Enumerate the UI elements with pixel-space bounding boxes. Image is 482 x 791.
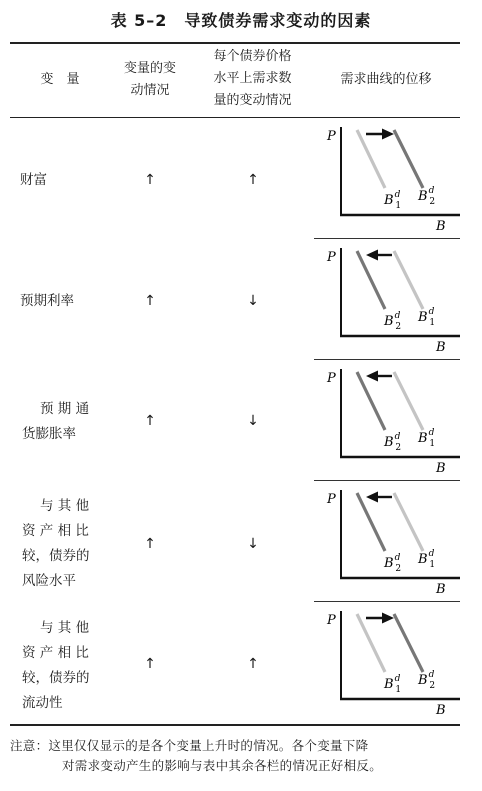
shift-arrow-left-icon [366, 371, 378, 382]
bottom-rule [10, 724, 460, 726]
shift-arrow-left-icon [366, 492, 378, 503]
table-title: 表 5–2 导致债券需求变动的因素 [110, 11, 372, 30]
shift-graph-2 [320, 239, 460, 361]
demand-curve-shifted [357, 372, 385, 430]
x-axis-label: B [436, 340, 446, 355]
shift-graph-3 [320, 360, 460, 482]
row-variable-4: 与 其 他 资 产 相 比 较，债券的 风险水平 [22, 498, 90, 589]
demand-curve-shifted [394, 130, 423, 188]
curve-label-b2d: $B^d$ 2 [418, 186, 436, 207]
shift-graph-svg [320, 360, 460, 478]
row-quantity-4: ↓ [247, 536, 259, 552]
y-axis-label: P [327, 250, 336, 265]
curve-label-b2d: $B^d$ 2 [384, 432, 402, 453]
header-quantity: 每个债券价格 水平上需求数 量的变动情况 [213, 49, 292, 108]
header-variable: 变 量 [40, 72, 80, 87]
row-change-1: ↑ [144, 172, 156, 188]
curve-label-b2d: $B^d$ 2 [418, 670, 436, 691]
shift-graph-1 [320, 118, 460, 240]
curve-label-b1d: $B^d$ 1 [418, 549, 436, 570]
curve-label-b1d: $B^d$ 1 [418, 307, 436, 328]
row-variable-2: 预期利率 [20, 293, 74, 309]
curve-label-b2d: $B^d$ 2 [384, 553, 402, 574]
row-change-4: ↑ [144, 536, 156, 552]
shift-arrow-right-icon [382, 129, 394, 140]
top-rule [10, 42, 460, 44]
row-change-2: ↑ [144, 293, 156, 309]
demand-curve-original [394, 372, 423, 430]
x-axis-label: B [436, 219, 446, 234]
y-axis-label: P [327, 371, 336, 386]
header-shift: 需求曲线的位移 [340, 72, 432, 87]
demand-curve-original [357, 614, 385, 672]
demand-curve-shifted [394, 614, 423, 672]
demand-curve-original [394, 251, 423, 309]
x-axis-label: B [436, 703, 446, 718]
row-variable-1: 财富 [20, 172, 47, 188]
curve-label-b1d: $B^d$ 1 [418, 428, 436, 449]
curve-label-b2d: $B^d$ 2 [384, 311, 402, 332]
header-change: 变量的变 动情况 [123, 61, 176, 98]
shift-graph-svg [320, 481, 460, 599]
row-quantity-3: ↓ [247, 413, 259, 429]
x-axis-label: B [436, 461, 446, 476]
demand-curve-original [394, 493, 423, 551]
table-note: 注意：这里仅仅显示的是各个变量上升时的情况。各个变量下降 对需求变动产生的影响与表中其余各栏的情况正好相反。 [10, 738, 383, 773]
row-change-3: ↑ [144, 413, 156, 429]
curve-label-b1d: $B^d$ 1 [384, 190, 402, 211]
shift-arrow-left-icon [366, 250, 378, 261]
row-quantity-2: ↓ [247, 293, 259, 309]
shift-graph-svg [320, 602, 460, 720]
shift-arrow-right-icon [382, 613, 394, 624]
y-axis-label: P [327, 492, 336, 507]
row-variable-5: 与 其 他 资 产 相 比 较，债券的 流动性 [22, 620, 90, 711]
shift-graph-5 [320, 602, 460, 724]
row-quantity-5: ↑ [247, 656, 259, 672]
shift-graph-svg [320, 118, 460, 236]
demand-curve-original [357, 130, 385, 188]
shift-graph-svg [320, 239, 460, 357]
row-quantity-1: ↑ [247, 172, 259, 188]
row-variable-3: 预 期 通 货膨胀率 [22, 401, 90, 442]
curve-label-b1d: $B^d$ 1 [384, 674, 402, 695]
demand-curve-shifted [357, 493, 385, 551]
y-axis-label: P [327, 613, 336, 628]
y-axis-label: P [327, 129, 336, 144]
shift-graph-4 [320, 481, 460, 603]
demand-curve-shifted [357, 251, 385, 309]
x-axis-label: B [436, 582, 446, 597]
row-change-5: ↑ [144, 656, 156, 672]
